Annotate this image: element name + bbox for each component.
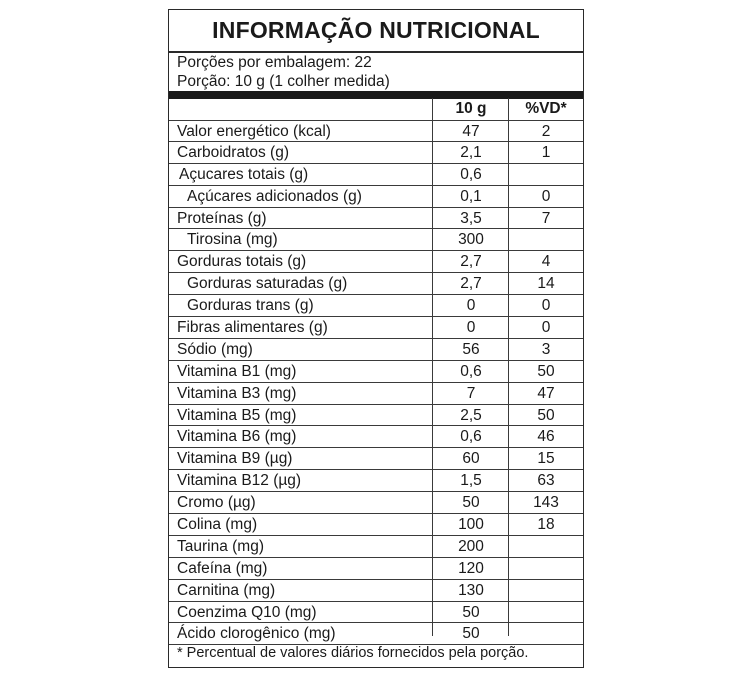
table-row (169, 251, 583, 273)
nutrient-name: Vitamina B9 (µg) (177, 450, 293, 468)
nutrient-quantity: 0,6 (460, 362, 482, 380)
nutrient-daily-value: 7 (541, 209, 551, 227)
nutrient-quantity: 1,5 (460, 472, 482, 490)
nutrient-name: Coenzima Q10 (mg) (177, 603, 317, 621)
nutrient-quantity: 3,5 (460, 209, 482, 227)
label-title: INFORMAÇÃO NUTRICIONAL (212, 17, 540, 43)
nutrient-daily-value: 4 (541, 253, 551, 271)
nutrient-table (169, 120, 583, 645)
nutrient-name: Taurina (mg) (177, 537, 264, 555)
table-row (169, 361, 583, 383)
table-row (169, 120, 583, 142)
nutrient-name: Açucares totais (g) (179, 165, 309, 183)
serving-size: Porção: 10 g (1 colher medida) (177, 73, 390, 90)
nutrient-quantity: 130 (458, 581, 484, 599)
nutrient-quantity: 0,6 (460, 428, 482, 446)
nutrient-daily-value: 47 (537, 384, 555, 402)
table-row (169, 186, 583, 208)
nutrient-quantity: 0 (466, 319, 476, 337)
nutrient-name: Vitamina B3 (mg) (177, 384, 297, 402)
nutrient-quantity: 0,1 (460, 187, 482, 205)
nutrient-name: Vitamina B12 (µg) (177, 472, 302, 490)
table-row (169, 470, 583, 492)
table-row (169, 536, 583, 558)
table-row (169, 514, 583, 536)
nutrient-daily-value: 50 (537, 362, 555, 380)
nutrient-daily-value: 18 (537, 516, 555, 534)
table-row (169, 405, 583, 427)
nutrient-quantity: 47 (462, 123, 480, 140)
nutrient-name: Carnitina (mg) (177, 581, 276, 599)
nutrient-daily-value (509, 580, 583, 601)
nutrient-quantity: 300 (458, 231, 484, 249)
table-row (169, 339, 583, 361)
nutrient-daily-value: 3 (541, 340, 551, 358)
nutrient-daily-value (509, 623, 583, 644)
nutrient-name: Sódio (mg) (177, 340, 253, 358)
nutrient-daily-value: 0 (541, 319, 551, 337)
nutrient-quantity: 60 (462, 450, 480, 468)
nutrient-daily-value: 15 (537, 450, 555, 468)
column-header-daily-value: %VD* (525, 100, 567, 117)
nutrient-name: Fibras alimentares (g) (177, 319, 328, 337)
servings-per-package: Porções por embalagem: 22 (177, 54, 372, 71)
nutrient-daily-value: 14 (537, 275, 555, 293)
nutrient-quantity: 2,7 (460, 253, 482, 271)
nutrient-quantity: 50 (462, 603, 480, 621)
nutrient-name: Cromo (µg) (177, 494, 256, 512)
nutrient-name: Proteínas (g) (177, 209, 267, 227)
table-row (169, 426, 583, 448)
nutrient-name: Valor energético (kcal) (177, 123, 331, 140)
nutrient-daily-value: 46 (537, 428, 555, 446)
nutrient-daily-value: 1 (541, 143, 551, 161)
nutrient-daily-value (509, 229, 583, 250)
nutrient-name: Cafeína (mg) (177, 559, 268, 577)
nutrient-quantity: 2,7 (460, 275, 482, 293)
nutrient-name: Ácido clorogênico (mg) (177, 625, 336, 643)
nutrient-daily-value: 143 (533, 494, 559, 512)
nutrient-quantity: 2,1 (460, 143, 482, 161)
nutrient-quantity: 100 (458, 516, 484, 534)
table-row (169, 164, 583, 186)
table-row (169, 383, 583, 405)
table-row (169, 229, 583, 251)
nutrient-daily-value (509, 558, 583, 579)
nutrient-quantity: 120 (458, 559, 484, 577)
nutrient-daily-value (509, 536, 583, 557)
nutrient-daily-value: 50 (537, 406, 555, 424)
footnote: * Percentual de valores diários fornecidos pela porção. (177, 645, 529, 661)
nutrient-quantity: 7 (466, 384, 476, 402)
nutrient-daily-value (509, 602, 583, 623)
nutrient-name: Gorduras trans (g) (187, 297, 314, 315)
table-row (169, 142, 583, 164)
nutrient-daily-value: 0 (541, 297, 551, 315)
nutrient-name: Gorduras totais (g) (177, 253, 307, 271)
nutrient-name: Vitamina B6 (mg) (177, 428, 297, 446)
nutrient-name: Açúcares adicionados (g) (187, 187, 362, 205)
column-header-quantity: 10 g (455, 100, 487, 117)
nutrient-quantity: 0 (466, 297, 476, 315)
table-row (169, 208, 583, 230)
nutrient-quantity: 56 (462, 340, 480, 358)
nutrient-name: Carboidratos (g) (177, 143, 289, 161)
nutrient-name: Vitamina B1 (mg) (177, 362, 297, 380)
nutrient-quantity: 200 (458, 537, 484, 555)
table-row (169, 580, 583, 602)
table-row (169, 295, 583, 317)
nutrient-quantity: 2,5 (460, 406, 482, 424)
nutrient-daily-value: 63 (537, 472, 555, 490)
nutrient-name: Colina (mg) (177, 516, 258, 534)
nutrient-daily-value: 0 (541, 187, 551, 205)
table-row (169, 602, 583, 624)
nutrient-daily-value: 2 (541, 123, 551, 140)
nutrient-daily-value (509, 164, 583, 185)
nutrition-facts-label (168, 9, 584, 668)
table-row (169, 273, 583, 295)
nutrient-quantity: 50 (462, 494, 480, 512)
nutrient-name: Tirosina (mg) (187, 231, 278, 249)
title-divider (169, 51, 583, 53)
table-row (169, 448, 583, 470)
table-row (169, 558, 583, 580)
table-row (169, 623, 583, 645)
table-row (169, 317, 583, 339)
nutrient-quantity: 50 (462, 625, 480, 643)
table-row (169, 492, 583, 514)
nutrient-name: Vitamina B5 (mg) (177, 406, 297, 424)
nutrient-name: Gorduras saturadas (g) (187, 275, 348, 293)
nutrient-quantity: 0,6 (460, 165, 482, 183)
